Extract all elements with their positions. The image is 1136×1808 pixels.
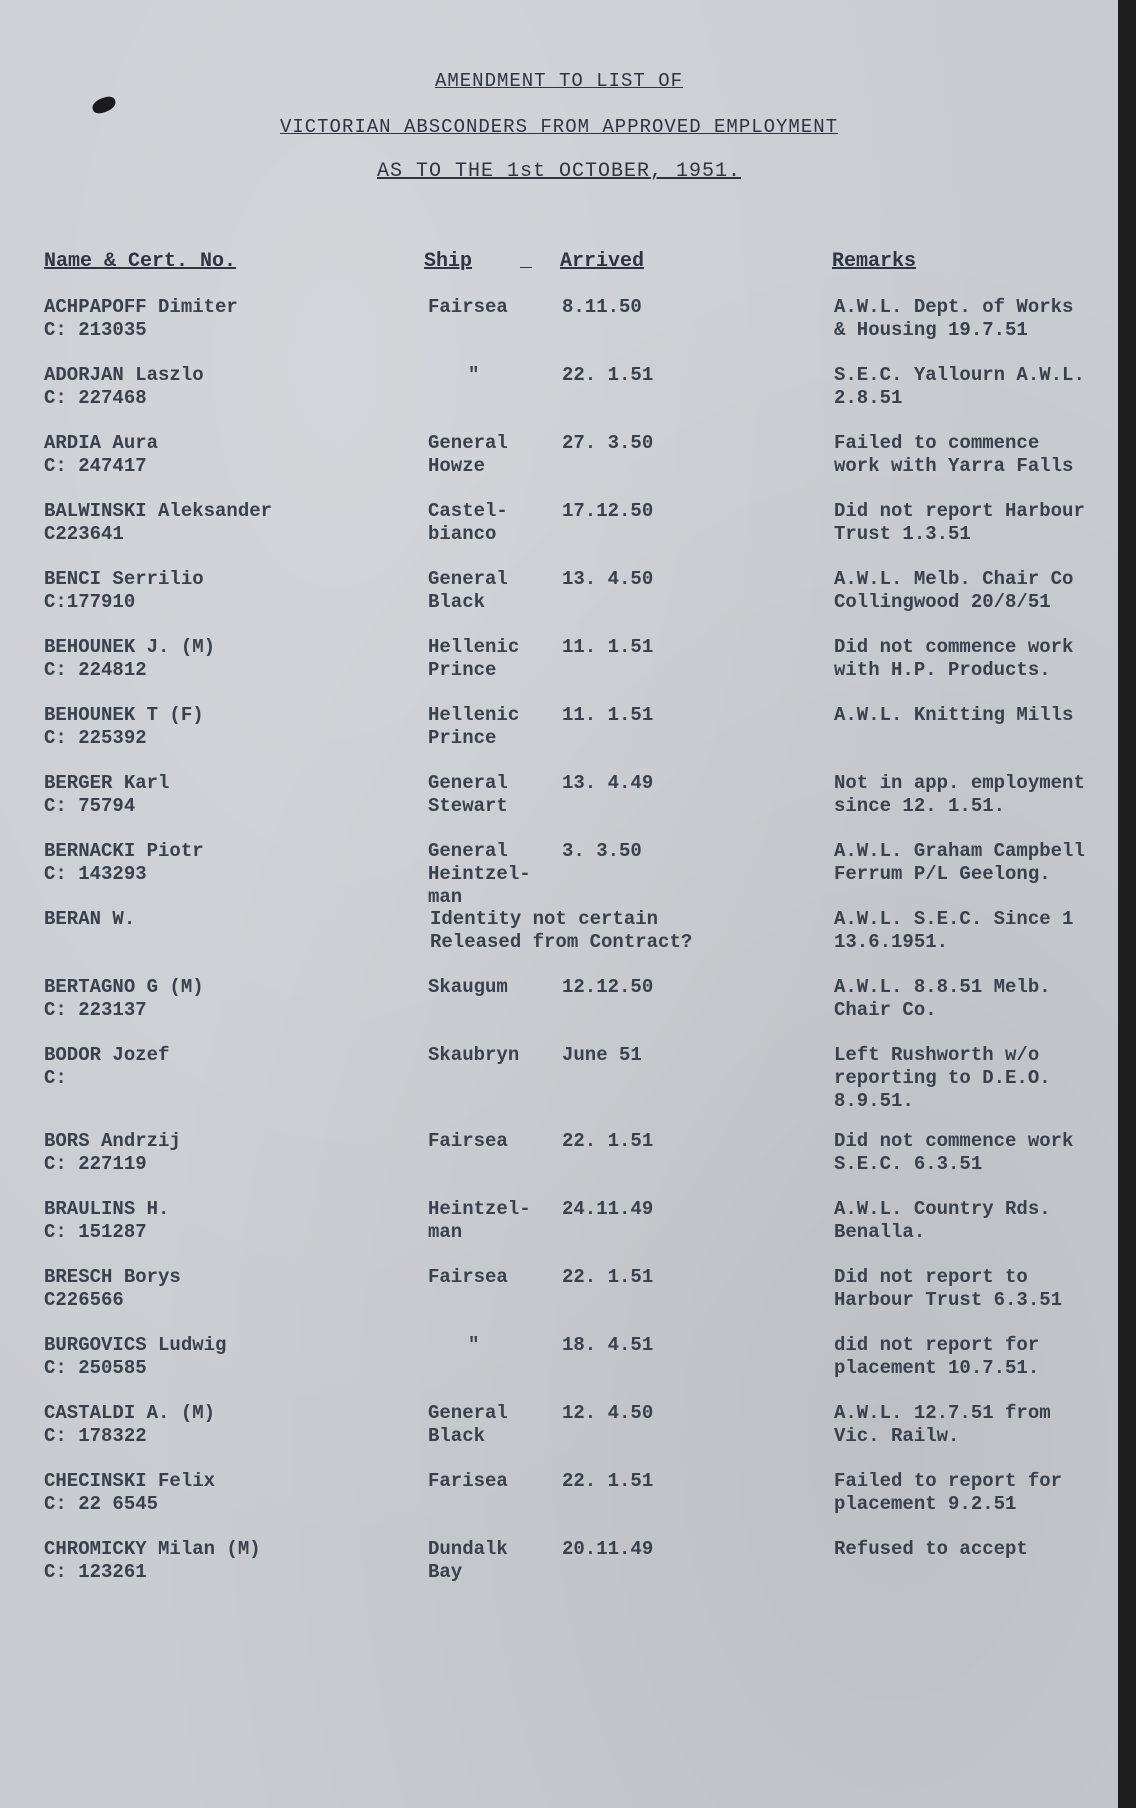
identity-note-cell: Identity not certain Released from Contract? xyxy=(430,908,693,953)
remarks-cell: Failed to report for placement 9.2.51 xyxy=(834,1470,1063,1515)
list-item xyxy=(0,296,1118,362)
name-cert-cell: ADORJAN Laszlo C: 227468 xyxy=(44,364,204,409)
remarks-cell: Did not report Harbour Trust 1.3.51 xyxy=(834,500,1085,545)
arrived-cell: 13. 4.50 xyxy=(562,568,654,590)
remarks-cell: Did not commence work with H.P. Products. xyxy=(834,636,1074,681)
list-item xyxy=(0,976,1118,1042)
list-item xyxy=(0,772,1118,838)
remarks-cell: A.W.L. S.E.C. Since 1 13.6.1951. xyxy=(834,908,1074,953)
remarks-cell: Did not report to Harbour Trust 6.3.51 xyxy=(834,1266,1063,1311)
list-item xyxy=(0,636,1118,702)
column-header-ship: Ship xyxy=(424,250,473,273)
arrived-cell: 12.12.50 xyxy=(562,976,654,998)
arrived-cell: 17.12.50 xyxy=(562,500,654,522)
remarks-cell: A.W.L. Graham Campbell Ferrum P/L Geelong. xyxy=(834,840,1085,885)
name-cert-cell: CASTALDI A. (M) C: 178322 xyxy=(44,1402,216,1447)
ship-cell: Castel- bianco xyxy=(428,500,508,545)
ship-cell: Skaubryn xyxy=(428,1044,520,1066)
arrived-cell: 22. 1.51 xyxy=(562,1266,654,1288)
list-item xyxy=(0,1198,1118,1264)
list-item xyxy=(0,704,1118,770)
ship-cell: General Heintzel- man xyxy=(428,840,531,908)
arrived-cell: 22. 1.51 xyxy=(562,1470,654,1492)
list-item xyxy=(0,432,1118,498)
remarks-cell: A.W.L. Country Rds. Benalla. xyxy=(834,1198,1051,1243)
arrived-cell: 27. 3.50 xyxy=(562,432,654,454)
list-item xyxy=(0,908,1118,974)
ship-cell: General Stewart xyxy=(428,772,508,817)
arrived-cell: 22. 1.51 xyxy=(562,364,654,386)
remarks-cell: Failed to commence work with Yarra Falls xyxy=(834,432,1074,477)
ink-blot xyxy=(90,94,117,115)
name-cert-cell: ACHPAPOFF Dimiter C: 213035 xyxy=(44,296,238,341)
name-cert-cell: BURGOVICS Ludwig C: 250585 xyxy=(44,1334,227,1379)
remarks-cell: did not report for placement 10.7.51. xyxy=(834,1334,1040,1379)
name-cert-cell: CHECINSKI Felix C: 22 6545 xyxy=(44,1470,216,1515)
title-line-1: AMENDMENT TO LIST OF xyxy=(434,70,684,92)
remarks-cell: A.W.L. Knitting Mills xyxy=(834,704,1074,726)
ship-cell: Hellenic Prince xyxy=(428,636,520,681)
remarks-cell: A.W.L. 12.7.51 from Vic. Railw. xyxy=(834,1402,1051,1447)
name-cert-cell: BRAULINS H. C: 151287 xyxy=(44,1198,170,1243)
remarks-cell: A.W.L. 8.8.51 Melb. Chair Co. xyxy=(834,976,1051,1021)
remarks-cell: A.W.L. Dept. of Works & Housing 19.7.51 xyxy=(834,296,1074,341)
title-line-3: AS TO THE 1st OCTOBER, 1951. xyxy=(376,160,742,183)
remarks-cell: Refused to accept xyxy=(834,1538,1028,1560)
list-item xyxy=(0,500,1118,566)
ship-cell: Fairsea xyxy=(428,1266,508,1288)
name-cert-cell: BRESCH Borys C226566 xyxy=(44,1266,181,1311)
list-item xyxy=(0,840,1118,906)
list-item xyxy=(0,1334,1118,1400)
list-item xyxy=(0,1470,1118,1536)
remarks-cell: S.E.C. Yallourn A.W.L. 2.8.51 xyxy=(834,364,1085,409)
list-item xyxy=(0,1538,1118,1604)
name-cert-cell: CHROMICKY Milan (M) C: 123261 xyxy=(44,1538,261,1583)
arrived-cell: June 51 xyxy=(562,1044,642,1066)
name-cert-cell: BERNACKI Piotr C: 143293 xyxy=(44,840,204,885)
arrived-cell: 22. 1.51 xyxy=(562,1130,654,1152)
arrived-cell: 11. 1.51 xyxy=(562,704,654,726)
ship-cell: Fairsea xyxy=(428,296,508,318)
ship-cell: " xyxy=(468,1334,480,1356)
arrived-cell: 13. 4.49 xyxy=(562,772,654,794)
ship-cell: Dundalk Bay xyxy=(428,1538,508,1583)
page-edge xyxy=(1118,0,1136,1808)
ship-cell: Fairsea xyxy=(428,1130,508,1152)
arrived-cell: 11. 1.51 xyxy=(562,636,654,658)
name-cert-cell: BERGER Karl C: 75794 xyxy=(44,772,170,817)
ship-cell: Farisea xyxy=(428,1470,508,1492)
column-header-name: Name & Cert. No. xyxy=(44,250,237,273)
ship-cell: General Black xyxy=(428,568,508,613)
remarks-cell: Left Rushworth w/o reporting to D.E.O. 8.9.51. xyxy=(834,1044,1051,1112)
column-header-dash: _ xyxy=(520,250,533,273)
arrived-cell: 12. 4.50 xyxy=(562,1402,654,1424)
list-item xyxy=(0,1044,1118,1110)
list-item xyxy=(0,1402,1118,1468)
name-cert-cell: BERAN W. xyxy=(44,908,136,930)
title-line-2: VICTORIAN ABSCONDERS FROM APPROVED EMPLOYMENT xyxy=(279,116,839,138)
column-header-arrived: Arrived xyxy=(560,250,645,273)
name-cert-cell: ARDIA Aura C: 247417 xyxy=(44,432,159,477)
ship-cell: Heintzel- man xyxy=(428,1198,531,1243)
list-item xyxy=(0,1266,1118,1332)
ship-cell: General Howze xyxy=(428,432,508,477)
ship-cell: Hellenic Prince xyxy=(428,704,520,749)
name-cert-cell: BALWINSKI Aleksander C223641 xyxy=(44,500,273,545)
list-item xyxy=(0,568,1118,634)
arrived-cell: 24.11.49 xyxy=(562,1198,654,1220)
ship-cell: Skaugum xyxy=(428,976,508,998)
name-cert-cell: BODOR Jozef C: xyxy=(44,1044,170,1089)
ship-cell: General Black xyxy=(428,1402,508,1447)
list-item xyxy=(0,1130,1118,1196)
name-cert-cell: BERTAGNO G (M) C: 223137 xyxy=(44,976,204,1021)
remarks-cell: Did not commence work S.E.C. 6.3.51 xyxy=(834,1130,1074,1175)
arrived-cell: 20.11.49 xyxy=(562,1538,654,1560)
name-cert-cell: BORS Andrzij C: 227119 xyxy=(44,1130,181,1175)
arrived-cell: 18. 4.51 xyxy=(562,1334,654,1356)
arrived-cell: 3. 3.50 xyxy=(562,840,642,862)
list-item xyxy=(0,364,1118,430)
name-cert-cell: BEHOUNEK T (F) C: 225392 xyxy=(44,704,204,749)
remarks-cell: A.W.L. Melb. Chair Co Collingwood 20/8/51 xyxy=(834,568,1074,613)
arrived-cell: 8.11.50 xyxy=(562,296,642,318)
name-cert-cell: BENCI Serrilio C:177910 xyxy=(44,568,204,613)
column-header-remarks: Remarks xyxy=(832,250,917,273)
ship-cell: " xyxy=(468,364,480,386)
remarks-cell: Not in app. employment since 12. 1.51. xyxy=(834,772,1085,817)
name-cert-cell: BEHOUNEK J. (M) C: 224812 xyxy=(44,636,216,681)
